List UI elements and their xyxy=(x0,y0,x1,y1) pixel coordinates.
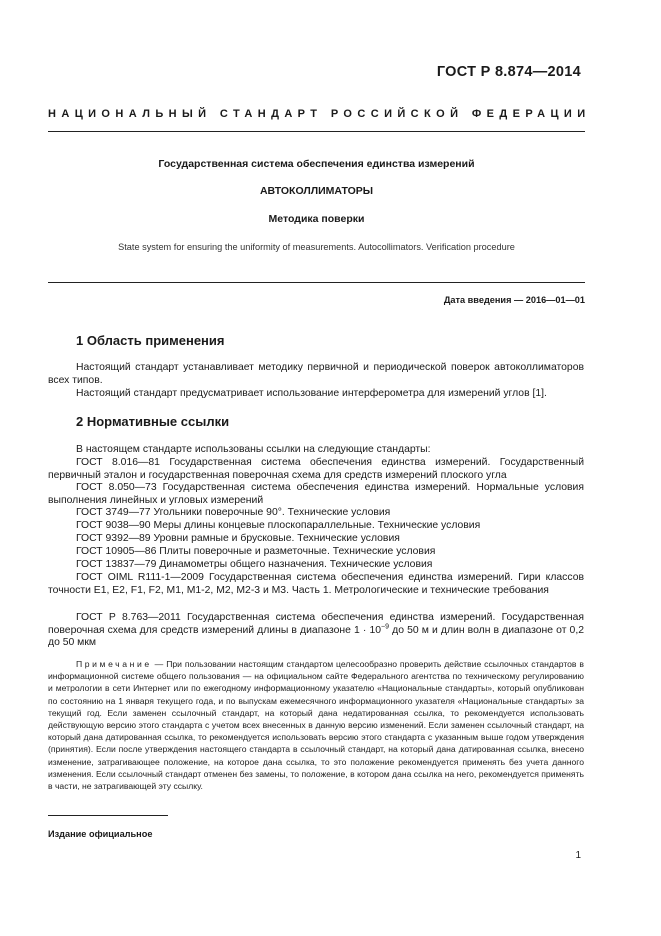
section-1-paragraph-1: Настоящий стандарт устанавливает методику первичной и периодической поверок автоколлиматоров всех типов. xyxy=(48,362,584,386)
reference-text-start: ГОСТ Р 8.763—2011 Государственная система обеспечения единства измерений. Государственная поверочная схема для средств измерений длины в диапазоне 1 · 10 xyxy=(48,612,584,636)
header-rule xyxy=(48,131,585,132)
page-number: 1 xyxy=(575,850,581,861)
section-1-heading: 1 Область применения xyxy=(76,333,225,348)
reference-item: ГОСТ OIML R111-1—2009 Государственная система обеспечения единства измерений. Гири классов точности E1, E2, F1, F2, M1, M1-2, M2, M2-3 и M3. Часть 1. Метрологические и технические требования xyxy=(48,572,584,596)
section-2-intro: В настоящем стандарте использованы ссылки на следующие стандарты: xyxy=(76,444,431,455)
reference-item: ГОСТ 9392—89 Уровни рамные и брусковые. Технические условия xyxy=(76,533,400,544)
reference-item: ГОСТ 13837—79 Динамометры общего назначения. Технические условия xyxy=(76,559,433,570)
reference-item: ГОСТ 3749—77 Угольники поверочные 90°. Технические условия xyxy=(76,507,391,518)
document-subtitle: Методика поверки xyxy=(268,213,365,225)
reference-item-gost-r-8-763 xyxy=(48,612,584,650)
note-paragraph xyxy=(48,658,584,792)
note-text: — При пользовании настоящим стандартом целесообразно проверить действие ссылочных стандартов в информационной системе общего пользования — на официальном сайте Федерального агентства по техническому регулированию и метрологии в сети Интернет или по ежегодному информационному указателю «Национальные стандарты», который опубликован по состоянию на 1 января текущего года, и по выпускам ежемесячного информационного указателя «Национальные стандарты» за текущий год. Если заменен ссылочный стандарт, на который дана недатированная ссылка, то рекомендуется использовать действующую версию этого стандарта с учетом всех внесенных в данную версию изменений. Если заменен ссылочный стандарт, на который дана датированная ссылка, то рекомендуется использовать версию этого стандарта с указанным выше годом утверждения (принятия). Если после утверждения настоящего стандарта в ссылочный стандарт, на который дана датированная ссылка, внесено изменение, затрагивающее положение, на которое дана ссылка, то это положение рекомендуется применять без учета данного изменения. Если ссылочный стандарт отменен без замены, то положение, в котором дана ссылка на него, рекомендуется применять в части, не затрагивающей эту ссылку. xyxy=(48,659,584,792)
section-2-heading: 2 Нормативные ссылки xyxy=(76,414,230,429)
english-title: State system for ensuring the uniformity of measurements. Autocollimators. Verification procedure xyxy=(118,242,515,252)
footer-rule xyxy=(48,815,168,816)
introduction-date: Дата введения — 2016—01—01 xyxy=(443,295,585,305)
official-edition-label: Издание официальное xyxy=(48,829,153,839)
reference-item: ГОСТ 9038—90 Меры длины концевые плоскопараллельные. Технические условия xyxy=(76,520,481,531)
reference-item: ГОСТ 8.016—81 Государственная система обеспечения единства измерений. Государственный первичный эталон и государственная поверочная схема для средств измерений плоского угла xyxy=(48,457,584,481)
section-1-paragraph-2: Настоящий стандарт предусматривает использование интерферометра для измерений углов [1]. xyxy=(76,388,547,399)
note-label: Примечание xyxy=(76,659,152,669)
document-code: ГОСТ Р 8.874—2014 xyxy=(436,64,581,80)
reference-item: ГОСТ 10905—86 Плиты поверочные и разметочные. Технические условия xyxy=(76,546,436,557)
title-rule xyxy=(48,282,585,283)
national-standard-heading: НАЦИОНАЛЬНЫЙ СТАНДАРТ РОССИЙСКОЙ ФЕДЕРАЦИИ xyxy=(48,108,591,120)
document-title: АВТОКОЛЛИМАТОРЫ xyxy=(259,185,374,197)
reference-exponent: −9 xyxy=(381,623,390,631)
reference-text-end: до 50 м и длин волн в диапазоне от 0,2 до 50 мкм xyxy=(48,624,585,649)
system-title: Государственная система обеспечения единства измерений xyxy=(158,158,475,170)
reference-item: ГОСТ 8.050—73 Государственная система обеспечения единства измерений. Нормальные условия выполнения линейных и угловых измерений xyxy=(48,482,584,506)
